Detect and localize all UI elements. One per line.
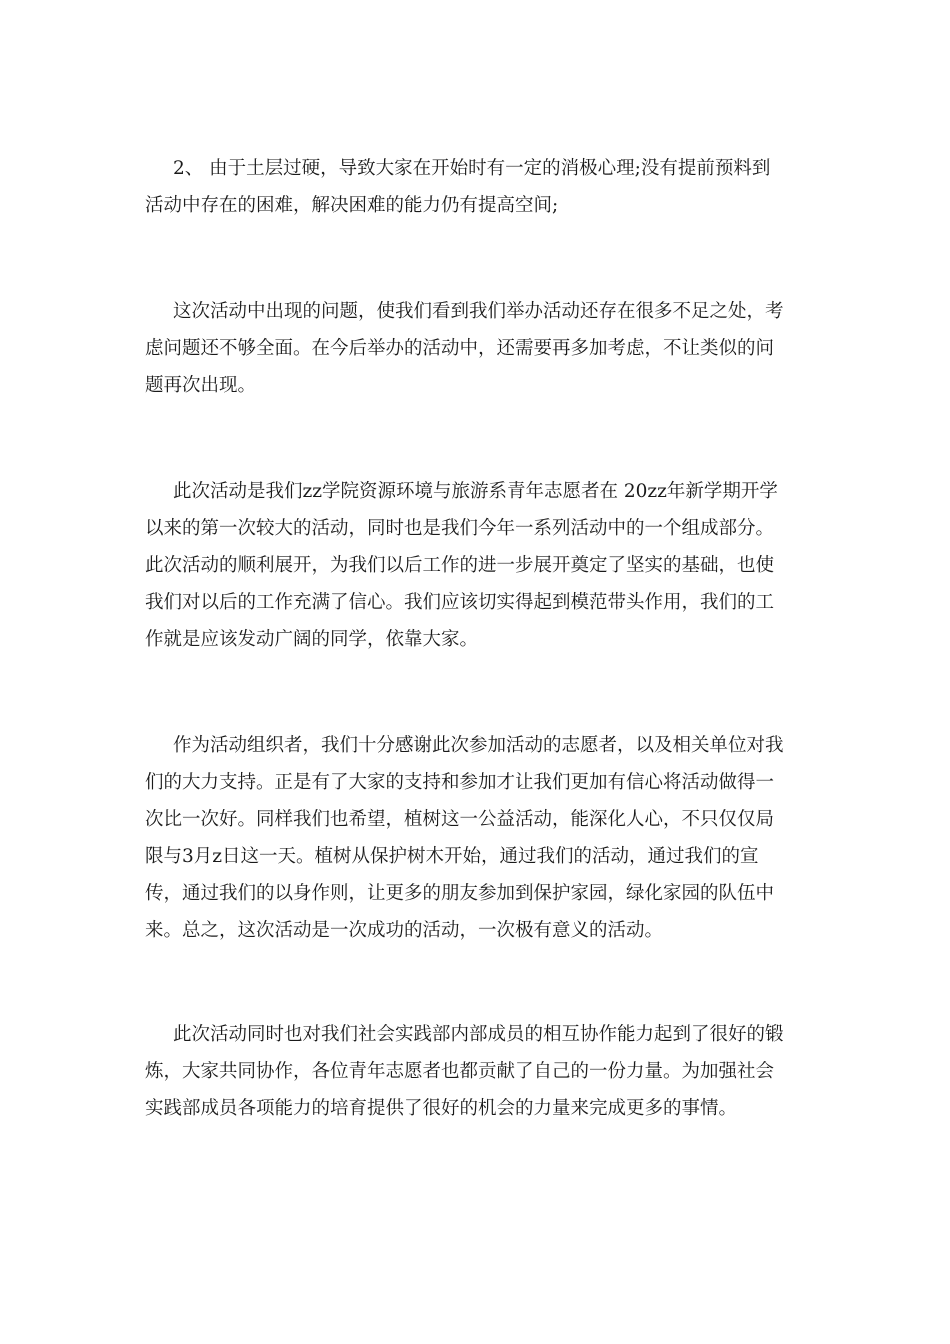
text-line: 虑问题还不够全面。在今后举办的活动中，还需要再多加考虑，不让类似的问 <box>145 338 775 359</box>
text-line: 实践部成员各项能力的培育提供了很好的机会的力量来完成更多的事情。 <box>145 1098 738 1119</box>
text-line: 此次活动同时也对我们社会实践部内部成员的相互协作能力起到了很好的锻 <box>173 1024 784 1045</box>
text-line: 们的大力支持。正是有了大家的支持和参加才让我们更加有信心将活动做得一 <box>145 772 775 793</box>
paragraph-2 <box>145 293 805 404</box>
text-line: 此次活动是我们zz学院资源环境与旅游系青年志愿者在 20zz年新学期开学 <box>173 481 778 502</box>
text-line: 这次活动中出现的问题，使我们看到我们举办活动还存在很多不足之处，考 <box>173 301 784 322</box>
text-line: 作为活动组织者，我们十分感谢此次参加活动的志愿者，以及相关单位对我 <box>173 735 784 756</box>
text-line: 题再次出现。 <box>145 375 257 396</box>
text-line: 作就是应该发动广阔的同学，依靠大家。 <box>145 629 479 650</box>
paragraph-3 <box>145 473 805 658</box>
text-line: 活动中存在的困难，解决困难的能力仍有提高空间; <box>145 195 559 216</box>
text-line: 此次活动的顺利展开，为我们以后工作的进一步展开奠定了坚实的基础，也使 <box>145 555 775 576</box>
text-line: 炼，大家共同协作，各位青年志愿者也都贡献了自己的一份力量。为加强社会 <box>145 1061 775 1082</box>
text-line: 我们对以后的工作充满了信心。我们应该切实得起到模范带头作用，我们的工 <box>145 592 775 613</box>
text-line: 以来的第一次较大的活动，同时也是我们今年一系列活动中的一个组成部分。 <box>145 518 775 539</box>
paragraph-4 <box>145 727 805 949</box>
text-line: 次比一次好。同样我们也希望，植树这一公益活动，能深化人心，不只仅仅局 <box>145 809 775 830</box>
text-line: 限与3月z日这一天。植树从保护树木开始，通过我们的活动，通过我们的宣 <box>145 846 759 867</box>
paragraph-1 <box>145 150 805 224</box>
paragraph-5 <box>145 1016 805 1127</box>
text-line: 来。总之，这次活动是一次成功的活动，一次极有意义的活动。 <box>145 920 664 941</box>
text-line: 2、 由于土层过硬，导致大家在开始时有一定的消极心理;没有提前预料到 <box>173 158 771 179</box>
text-line: 传，通过我们的以身作则，让更多的朋友参加到保护家园，绿化家园的队伍中 <box>145 883 775 904</box>
